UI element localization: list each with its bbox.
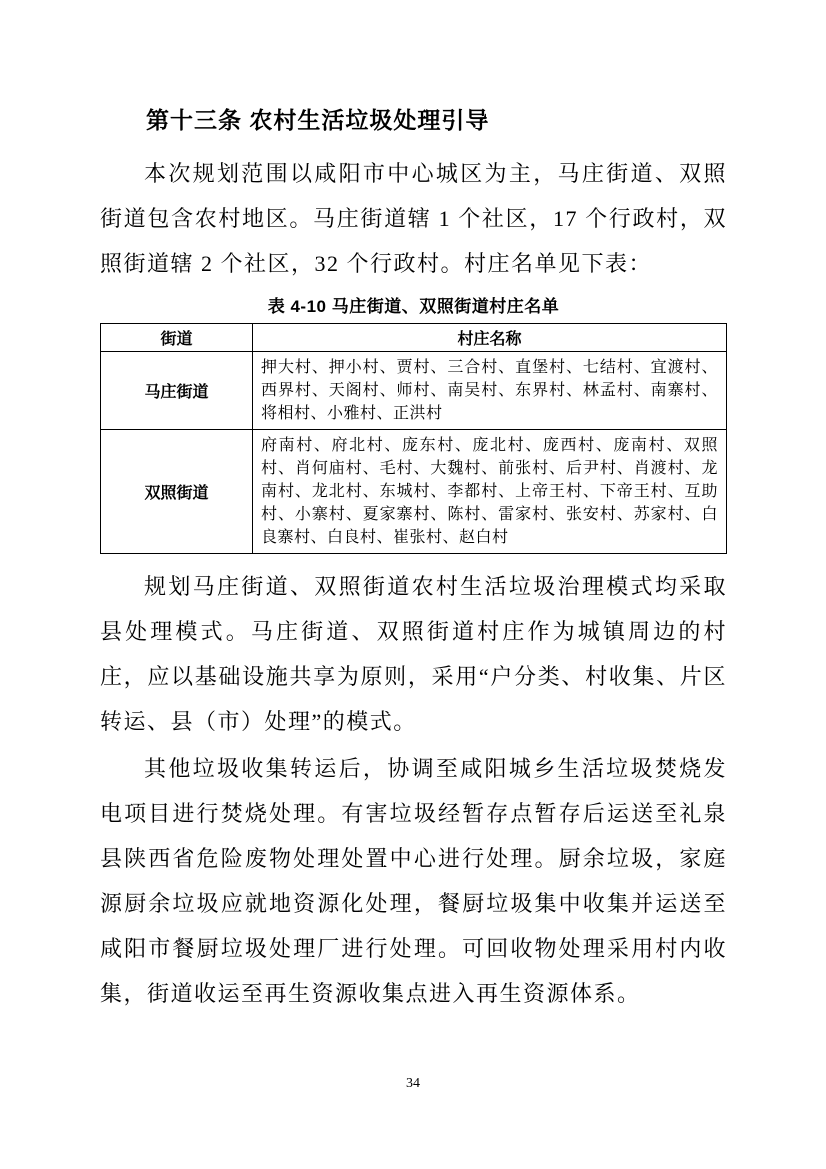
table-row (101, 430, 727, 554)
village-list: 府南村、府北村、庞东村、庞北村、庞西村、庞南村、双照村、肖何庙村、毛村、大魏村、前张村、后尹村、肖渡村、龙南村、龙北村、东城村、李都村、上帝王村、下帝王村、互助村、小寨村、夏家寨村、陈村、雷家村、张安村、苏家村、白良寨村、白良村、崔张村、赵白村 (253, 430, 727, 554)
table-row (101, 352, 727, 430)
paragraph-intro: 本次规划范围以咸阳市中心城区为主，马庄街道、双照街道包含农村地区。马庄街道辖 1 个社区，17 个行政村，双照街道辖 2 个社区，32 个行政村。村庄名单见下表： (100, 161, 727, 276)
table-caption: 表 4-10 马庄街道、双照街道村庄名单 (267, 297, 560, 316)
street-name: 马庄街道 (101, 352, 253, 430)
table-header-row (101, 324, 727, 352)
paragraph-disposal-routes: 其他垃圾收集转运后，协调至咸阳城乡生活垃圾焚烧发电项目进行焚烧处理。有害垃圾经暂存点暂存后运送至礼泉县陕西省危险废物处理处置中心进行处理。厨余垃圾，家庭源厨余垃圾应就地资源化处理，餐厨垃圾集中收集并运送至咸阳市餐厨垃圾处理厂进行处理。可回收物处理采用村内收集，街道收运至再生资源收集点进入再生资源体系。 (100, 756, 727, 1006)
table-header-villages: 村庄名称 (253, 324, 727, 352)
village-list: 押大村、押小村、贾村、三合村、直堡村、七结村、宜渡村、西界村、天阁村、师村、南吴村、东界村、林孟村、南寨村、将相村、小雅村、正洪村 (253, 352, 727, 430)
table-header-street: 街道 (101, 324, 253, 352)
section-heading: 第十三条 农村生活垃圾处理引导 (146, 107, 490, 133)
paragraph-treatment-mode: 规划马庄街道、双照街道农村生活垃圾治理模式均采取县处理模式。马庄街道、双照街道村庄作为城镇周边的村庄，应以基础设施共享为原则，采用“户分类、村收集、片区转运、县（市）处理”的模式。 (100, 574, 727, 734)
street-name: 双照街道 (101, 430, 253, 554)
page-number: 34 (406, 1076, 420, 1091)
village-table (100, 323, 727, 554)
